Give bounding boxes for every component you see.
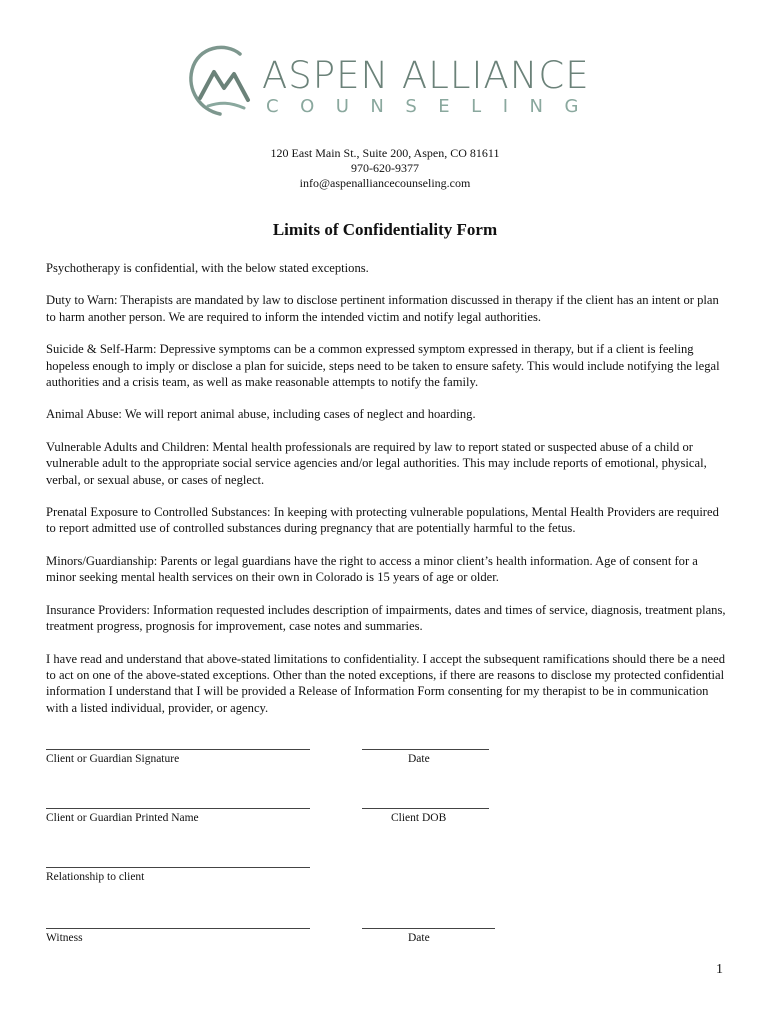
- date-label-1: Date: [408, 753, 430, 765]
- paragraph-acknowledgement: I have read and understand that above-stated limitations to confidentiality. I accept the subsequent ramifications should there be a need to act on one of the above-stated exceptions. Other than the noted exceptions, if there are reasons to disclose my protected confidential information I understand that I will be provided a Release of Information Form consenting for my therapist to be in communication with a listed individual, provider, or agency.: [46, 651, 726, 715]
- client-dob-line[interactable]: [362, 808, 489, 809]
- client-dob-label: Client DOB: [391, 812, 447, 824]
- paragraph-animal-abuse: Animal Abuse: We will report animal abuse, including cases of neglect and hoarding.: [46, 407, 476, 422]
- paragraph-duty-to-warn: Duty to Warn: Therapists are mandated by law to disclose pertinent information discussed in therapy if the client has an intent or plan to harm another person. We are required to inform the intended victim and notify legal authorities.: [46, 293, 719, 324]
- date-label-2: Date: [408, 932, 430, 944]
- paragraph-prenatal-exposure: Prenatal Exposure to Controlled Substances: In keeping with protecting vulnerable populations, Mental Health Providers are required to report admitted use of controlled substances during pregnancy that are potentially harmful to the fetus.: [46, 505, 719, 536]
- paragraph-vulnerable-adults: Vulnerable Adults and Children: Mental health professionals are required by law to report stated or suspected abuse of a child or vulnerable adult to the appropriate social service agencies and/or legal authorities. This may include reports of emotional, physical, verbal, or sexual abuse, or cases of neglect.: [46, 439, 707, 487]
- phone-line: 970-620-9377: [351, 161, 419, 175]
- form-body: [46, 260, 730, 732]
- client-signature-line[interactable]: [46, 749, 310, 750]
- relationship-line[interactable]: [46, 867, 310, 868]
- client-signature-label: Client or Guardian Signature: [46, 753, 180, 765]
- address-line: 120 East Main St., Suite 200, Aspen, CO 81611: [270, 146, 500, 160]
- page-number: 1: [716, 962, 723, 977]
- email-line: info@aspenalliancecounseling.com: [299, 176, 471, 190]
- printed-name-line[interactable]: [46, 808, 310, 809]
- paragraph-insurance-providers: Insurance Providers: Information requested includes description of impairments, dates and times of service, diagnosis, treatment plans, treatment progress, prognosis for improvement, case notes and summaries.: [46, 602, 726, 634]
- witness-label: Witness: [46, 932, 83, 944]
- relationship-label: Relationship to client: [46, 871, 145, 883]
- brand-subtitle: COUNSELING: [266, 96, 600, 117]
- date-line-1[interactable]: [362, 749, 489, 750]
- date-line-2[interactable]: [362, 928, 495, 929]
- witness-line[interactable]: [46, 928, 310, 929]
- paragraph-suicide-self-harm: Suicide & Self-Harm: Depressive symptoms can be a common expressed symptom expressed in therapy, but if a client is feeling hopeless enough to imply or disclose a plan for suicide, steps need to be taken to ensure safety. This would include notifying the legal authorities and a crisis team, as well as make reasonable attempts to notify the family.: [46, 342, 720, 390]
- company-logo: [186, 42, 606, 128]
- form-title: Limits of Confidentiality Form: [272, 220, 498, 239]
- paragraph-intro: Psychotherapy is confidential, with the below stated exceptions.: [46, 261, 369, 275]
- printed-name-label: Client or Guardian Printed Name: [46, 812, 199, 824]
- paragraph-minors-guardianship: Minors/Guardianship: Parents or legal guardians have the right to access a minor client’s health information. Age of consent for a minor seeking mental health services on their own in Colorado is 15 years of age or older.: [46, 553, 698, 585]
- mountain-logo-icon: [186, 42, 264, 122]
- brand-name: ASPEN ALLIANCE: [262, 54, 590, 97]
- contact-block: [0, 146, 770, 191]
